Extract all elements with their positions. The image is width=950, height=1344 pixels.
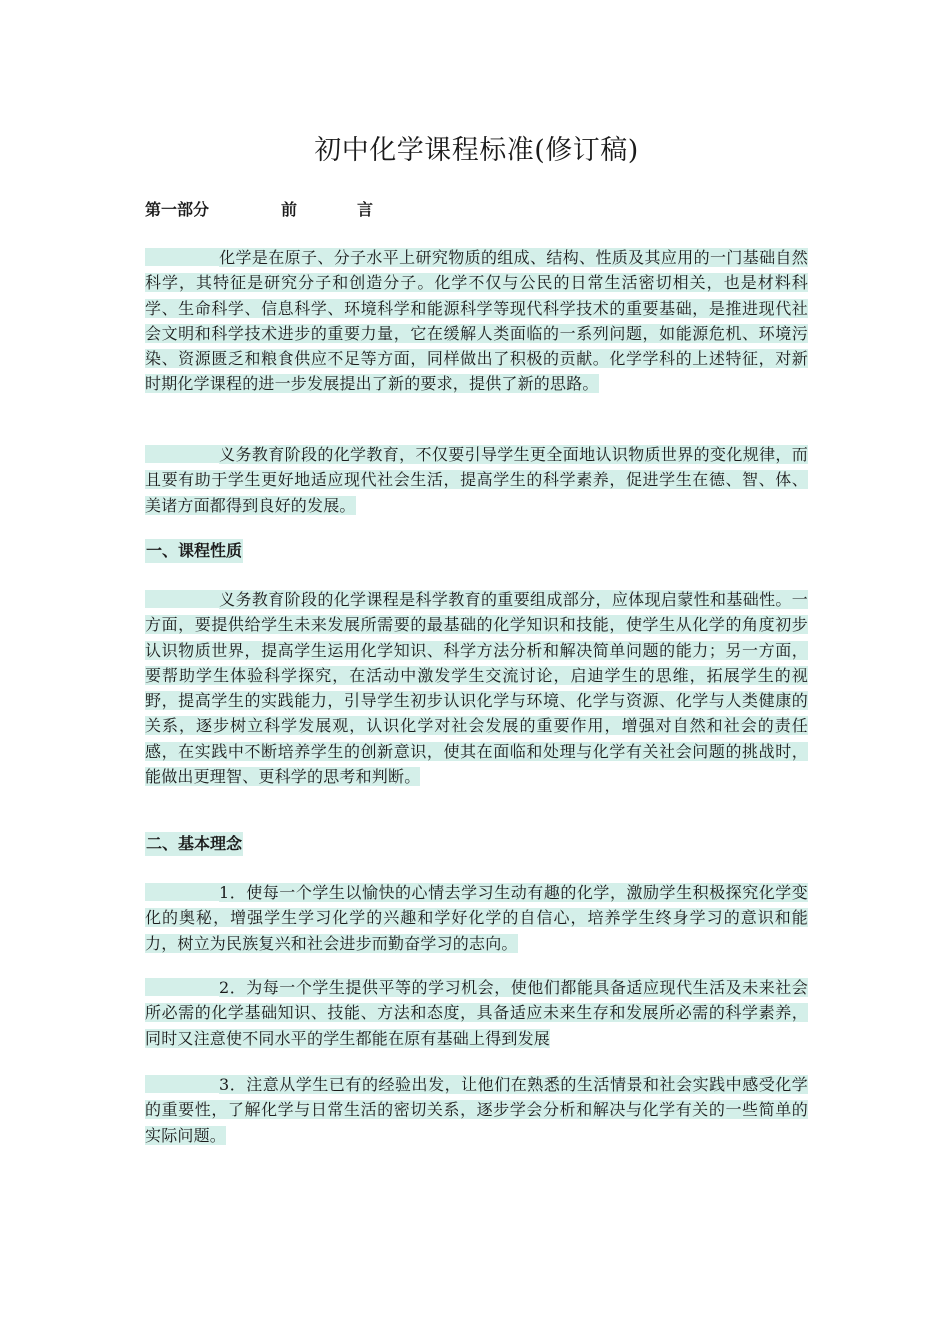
paragraph-indent (145, 445, 219, 463)
part-title-char-2: 言 (357, 200, 374, 219)
part-title-char-1: 前 (281, 200, 298, 219)
part-number: 第一部分 (145, 200, 210, 219)
section-nature-paragraph (145, 587, 808, 789)
section-heading-concepts: 二、基本理念 (145, 832, 243, 856)
paragraph-text: 1．使每一个学生以愉快的心情去学习生动有趣的化学，激励学生积极探究化学变化的奥秘，增强学生学习化学的兴趣和学好化学的自信心，培养学生终身学习的意识和能力，树立为民族复兴和社会进步而勤奋学习的志向。 (145, 883, 808, 953)
paragraph-indent (145, 978, 219, 996)
preface-paragraph-2 (145, 442, 808, 518)
paragraph-text: 义务教育阶段的化学教育，不仅要引导学生更全面地认识物质世界的变化规律，而且要有助于学生更好地适应现代社会生活，提高学生的科学素养，促进学生在德、智、体、美诸方面都得到良好的发展。 (145, 445, 808, 515)
paragraph-text: 3．注意从学生已有的经验出发，让他们在熟悉的生活情景和社会实践中感受化学的重要性，了解化学与日常生活的密切关系，逐步学会分析和解决与化学有关的一些简单的实际问题。 (145, 1075, 808, 1145)
paragraph-text: 义务教育阶段的化学课程是科学教育的重要组成部分，应体现启蒙性和基础性。一方面，要提供给学生未来发展所需要的最基础的化学知识和技能，使学生从化学的角度初步认识物质世界，提高学生运用化学知识、科学方法分析和解决简单问题的能力；另一方面，要帮助学生体验科学探究，在活动中激发学生交流讨论，启迪学生的思维，拓展学生的视野，提高学生的实践能力，引导学生初步认识化学与环境、化学与资源、化学与人类健康的关系，逐步树立科学发展观，认识化学对社会发展的重要作用，增强对自然和社会的责任感，在实践中不断培养学生的创新意识，使其在面临和处理与化学有关社会问题的挑战时，能做出更理智、更科学的思考和判断。 (145, 590, 808, 787)
paragraph-indent (145, 1075, 219, 1093)
paragraph-indent (145, 883, 219, 901)
concept-item-3 (145, 1072, 808, 1148)
paragraph-indent (145, 248, 219, 266)
paragraph-text: 化学是在原子、分子水平上研究物质的组成、结构、性质及其应用的一门基础自然科学，其特征是研究分子和创造分子。化学不仅与公民的日常生活密切相关，也是材料科学、生命科学、信息科学、环境科学和能源科学等现代科学技术的重要基础，是推进现代社会文明和科学技术进步的重要力量，它在缓解人类面临的一系列问题，如能源危机、环境污染、资源匮乏和粮食供应不足等方面，同样做出了积极的贡献。化学学科的上述特征，对新时期化学课程的进一步发展提出了新的要求，提供了新的思路。 (145, 248, 808, 394)
section-heading-nature: 一、课程性质 (145, 539, 243, 563)
paragraph-indent (145, 590, 219, 608)
preface-paragraph-1 (145, 245, 808, 397)
concept-item-2 (145, 975, 808, 1051)
document-title: 初中化学课程标准(修订稿) (314, 135, 639, 166)
part-heading (145, 197, 373, 223)
concept-item-1 (145, 880, 808, 956)
paragraph-text: 2．为每一个学生提供平等的学习机会，使他们都能具备适应现代生活及未来社会所必需的化学基础知识、技能、方法和态度，具备适应未来生存和发展所必需的科学素养，同时又注意使不同水平的学生都能在原有基础上得到发展 (145, 978, 808, 1048)
